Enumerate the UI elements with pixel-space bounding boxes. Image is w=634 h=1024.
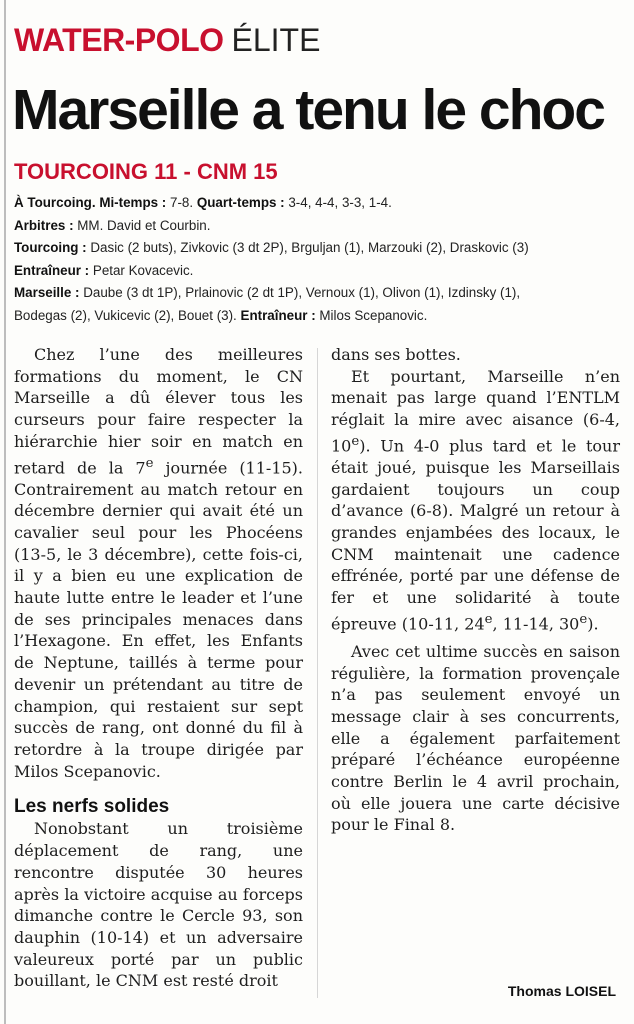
coach-label: Entraîneur :: [14, 262, 90, 278]
match-score: TOURCOING 11 - CNM 15: [14, 159, 278, 184]
column-divider: [317, 348, 318, 998]
marseille-lineup-1: Daube (3 dt 1P), Prlainovic (2 dt 1P), Vernoux (1), Olivon (1), Izdinsky (1),: [83, 285, 521, 301]
article-column-right: [331, 344, 620, 836]
paragraph-3-text: , 11-14, 30: [492, 614, 580, 634]
section-kicker: [14, 22, 320, 58]
coach-marseille: Milos Scepanovic.: [319, 307, 428, 323]
match-facts: [14, 192, 620, 328]
quarters-label: Quart-temps :: [196, 195, 285, 210]
ordinal-suffix: e: [484, 611, 493, 627]
kicker-sport: WATER-POLO: [14, 22, 224, 58]
ordinal-suffix: e: [145, 455, 154, 471]
facts-line-referees: [14, 215, 620, 238]
paragraph-4: Avec cet ultime succès en saison régulière, la formation provençale n’a pas seulement envoyé un message clair à ses concurrents, elle a également parfaitement préparé l’échéance européenne contre Berlin le 4 avril prochain, où elle jouera une carte décisive pour le Final 8.: [331, 641, 620, 835]
facts-line-tourcoing: [14, 237, 620, 260]
subheading: Les nerfs solides: [14, 796, 170, 818]
kicker-level: ÉLITE: [231, 22, 321, 58]
ordinal-suffix: e: [351, 433, 360, 449]
headline: Marseille a tenu le choc: [12, 78, 604, 142]
paragraph-1-text: Chez l’une des meilleures formations du moment, le CN Marseille a dû élever tous les curseurs pour faire respecter la hiérarchie hier soir en match en retard de la 7: [14, 345, 303, 477]
facts-line-marseille-2: [14, 305, 620, 328]
marseille-label: Marseille :: [14, 285, 80, 301]
paragraph-3-text: ).: [587, 614, 599, 634]
article-column-left: [14, 344, 303, 992]
halftime-value: 7-8.: [170, 195, 194, 210]
paragraph-2: Nonobstant un troisième déplacement de rang, une rencontre disputée 30 heures après la victoire acquise au forceps dimanche contre le Cercle 93, son dauphin (10-14) et un adversaire valeureux porté par un public bouillant, le CNM est resté droit: [14, 819, 303, 991]
author-signature: Thomas LOISEL: [507, 983, 616, 999]
facts-line-venue: [14, 192, 620, 215]
facts-line-marseille: [14, 282, 620, 305]
paragraph-3-text: ). Un 4-0 plus tard et le tour était joué, puisque les Marseillais gardaient toujours un coup d’avance (6-8). Malgré un retour à grandes enjambées des locaux, le CNM maintenait une cadence effrénée, porté par une défense de fer et une solidarité à toute épreuve (10-11, 24: [331, 436, 620, 634]
tourcoing-label: Tourcoing :: [14, 240, 87, 256]
ordinal-suffix: e: [579, 611, 588, 627]
referees-label: Arbitres :: [14, 217, 74, 233]
left-margin-rule: [4, 0, 6, 1024]
venue: À Tourcoing.: [14, 195, 96, 210]
halftime-label: Mi-temps :: [99, 195, 167, 210]
coach-label: Entraîneur :: [240, 307, 316, 323]
paragraph-3: [331, 366, 620, 635]
paragraph-2-continued: dans ses bottes.: [331, 345, 461, 364]
tourcoing-lineup: Dasic (2 buts), Zivkovic (3 dt 2P), Brguljan (1), Marzouki (2), Draskovic (3): [90, 240, 529, 256]
referees-value: MM. David et Courbin.: [77, 217, 211, 233]
coach-tourcoing: Petar Kovacevic.: [92, 262, 194, 278]
marseille-lineup-2: Bodegas (2), Vukicevic (2), Bouet (3).: [14, 307, 237, 323]
paragraph-1: [14, 344, 303, 782]
facts-line-coach-tourcoing: [14, 260, 620, 283]
paragraph-1-text-cont: journée (11-15). Contrairement au match retour en décembre dernier qui avait été un cavalier seul pour les Phocéens (13-5, le 3 décembre), cette fois-ci, il y a bien eu une explication de haute lutte entre le leader et l’une de ses principales menaces dans l’Hexagone. En effet, les Enfants de Neptune, taillés à terme pour devenir un prétendant au titre de champion, qui restaient sur sept succès de rang, ont donné du fil à retordre à la troupe dirigée par Milos Scepanovic.: [14, 457, 304, 781]
paragraph-3-text: Et pourtant, Marseille n’en menait pas large quand l’ENTLM réglait la mire avec aisance (6-4, 10: [331, 366, 620, 456]
quarters-value: 3-4, 4-4, 3-3, 1-4.: [288, 195, 392, 210]
